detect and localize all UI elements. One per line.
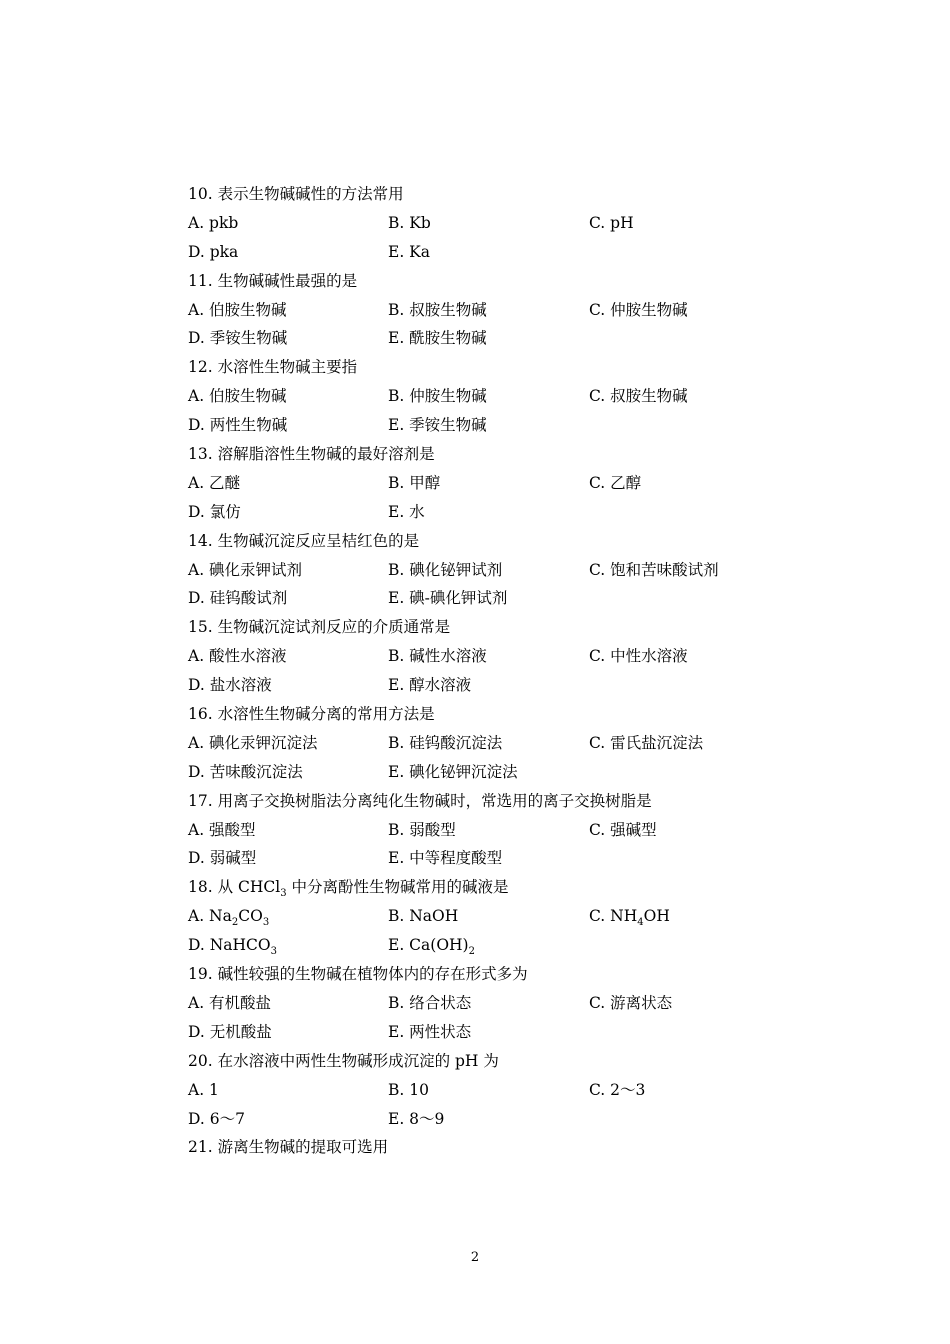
answer-option: C. 强碱型 [589, 820, 657, 839]
answer-option: B. 碘化铋钾试剂 [388, 560, 503, 579]
answer-option: B. NaOH [388, 907, 459, 926]
question-stem: 21. 游离生物碱的提取可选用 [188, 1138, 389, 1157]
question-stem: 10. 表示生物碱碱性的方法常用 [188, 185, 404, 203]
answer-option: B. 弱酸型 [388, 820, 456, 839]
answer-option: A. 强酸型 [188, 820, 256, 839]
option-row [188, 758, 808, 787]
stem-text: 中分离酚性生物碱常用的碱液是 [286, 878, 509, 897]
answer-option: C. 游离状态 [589, 993, 673, 1012]
answer-option: C. 仲胺生物碱 [589, 300, 688, 319]
option-row [188, 1076, 808, 1105]
answer-option: D. 两性生物碱 [188, 416, 288, 435]
answer-option: D. 弱碱型 [188, 849, 257, 868]
subscript: 4 [637, 917, 644, 929]
subscript: 3 [270, 946, 277, 958]
answer-option: C. 乙醇 [589, 473, 642, 492]
answer-option [188, 931, 277, 960]
answer-option: C. 叔胺生物碱 [589, 387, 688, 406]
option-row [188, 556, 808, 585]
option-text: OH [643, 907, 670, 926]
answer-option: E. 季铵生物碱 [388, 416, 487, 435]
answer-option [388, 931, 475, 960]
answer-option: C. 雷氏盐沉淀法 [589, 733, 704, 752]
subscript: 2 [468, 946, 475, 958]
question-stem: 20. 在水溶液中两性生物碱形成沉淀的 pH 为 [188, 1051, 499, 1070]
question-stem: 17. 用离子交换树脂法分离纯化生物碱时，常选用的离子交换树脂是 [188, 791, 652, 810]
answer-option: B. Kb [388, 213, 431, 232]
option-row [188, 671, 808, 700]
answer-option: D. 无机酸盐 [188, 1022, 272, 1041]
answer-option: A. 伯胺生物碱 [188, 387, 287, 406]
answer-option: E. 碘-碘化钾试剂 [388, 589, 508, 608]
subscript: 2 [231, 917, 239, 929]
question-stem: 15. 生物碱沉淀试剂反应的介质通常是 [188, 618, 451, 637]
option-text: CO [238, 907, 263, 926]
answer-option: A. 酸性水溶液 [188, 647, 287, 666]
answer-option: E. Ka [388, 242, 430, 261]
answer-option: D. 氯仿 [188, 502, 241, 521]
option-row [188, 498, 808, 527]
answer-option: D. 苦味酸沉淀法 [188, 762, 303, 781]
option-row [188, 238, 808, 267]
stem-text: 18. 从 CHCl [188, 878, 281, 897]
answer-option: E. 中等程度酸型 [388, 849, 503, 868]
answer-option: A. 乙醚 [188, 473, 241, 492]
option-row [188, 296, 808, 325]
answer-option: E. 两性状态 [388, 1022, 472, 1041]
option-text: E. Ca(OH) [388, 936, 469, 955]
answer-option: B. 碱性水溶液 [388, 647, 487, 666]
option-row [188, 844, 808, 873]
option-row [188, 931, 808, 960]
question-stem: 16. 水溶性生物碱分离的常用方法是 [188, 705, 435, 724]
option-text: D. NaHCO [188, 936, 271, 955]
answer-option: C. 2～3 [589, 1080, 646, 1099]
question-stem: 13. 溶解脂溶性生物碱的最好溶剂是 [188, 445, 435, 464]
option-row [188, 816, 808, 845]
answer-option: A. 碘化汞钾沉淀法 [188, 733, 318, 752]
answer-option: D. 6～7 [188, 1109, 245, 1128]
answer-option: D. 硅钨酸试剂 [188, 589, 288, 608]
option-text: A. Na [188, 907, 232, 926]
answer-option: C. pH [589, 213, 634, 232]
answer-option: C. 饱和苦味酸试剂 [589, 560, 719, 579]
question-stem: 12. 水溶性生物碱主要指 [188, 358, 358, 377]
question-stem [188, 873, 808, 902]
answer-option: E. 醇水溶液 [388, 676, 472, 695]
answer-option: A. 有机酸盐 [188, 993, 272, 1012]
option-row [188, 1105, 808, 1134]
answer-option: D. pka [188, 242, 239, 261]
answer-option: E. 水 [388, 502, 425, 521]
option-row [188, 469, 808, 498]
answer-option: D. 季铵生物碱 [188, 329, 288, 348]
option-row [188, 584, 808, 613]
option-row [188, 324, 808, 353]
option-row [188, 729, 808, 758]
question-stem: 19. 碱性较强的生物碱在植物体内的存在形式多为 [188, 965, 528, 984]
page-number: 2 [470, 1250, 480, 1265]
option-row [188, 209, 808, 238]
answer-option: A. 伯胺生物碱 [188, 300, 287, 319]
answer-option: E. 8～9 [388, 1109, 445, 1128]
answer-option: A. 碘化汞钾试剂 [188, 560, 303, 579]
answer-option: D. 盐水溶液 [188, 676, 272, 695]
option-row [188, 902, 808, 931]
answer-option: B. 仲胺生物碱 [388, 387, 487, 406]
answer-option: B. 甲醇 [388, 473, 441, 492]
answer-option: B. 10 [388, 1080, 429, 1099]
option-row [188, 989, 808, 1018]
subscript: 3 [262, 917, 270, 929]
answer-option: A. pkb [188, 213, 239, 232]
option-row [188, 642, 808, 671]
option-row [188, 411, 808, 440]
question-list [188, 180, 808, 1162]
answer-option [188, 902, 269, 931]
option-text: C. NH [589, 907, 638, 926]
option-row [188, 382, 808, 411]
answer-option: E. 碘化铋钾沉淀法 [388, 762, 518, 781]
question-stem: 11. 生物碱碱性最强的是 [188, 271, 358, 290]
answer-option: B. 硅钨酸沉淀法 [388, 733, 503, 752]
subscript: 3 [280, 888, 287, 900]
answer-option: E. 酰胺生物碱 [388, 329, 487, 348]
answer-option: B. 络合状态 [388, 993, 472, 1012]
answer-option: C. 中性水溶液 [589, 647, 688, 666]
option-row [188, 1018, 808, 1047]
answer-option: A. 1 [188, 1080, 219, 1099]
answer-option: B. 叔胺生物碱 [388, 300, 487, 319]
question-stem: 14. 生物碱沉淀反应呈桔红色的是 [188, 531, 420, 550]
answer-option [589, 902, 670, 931]
